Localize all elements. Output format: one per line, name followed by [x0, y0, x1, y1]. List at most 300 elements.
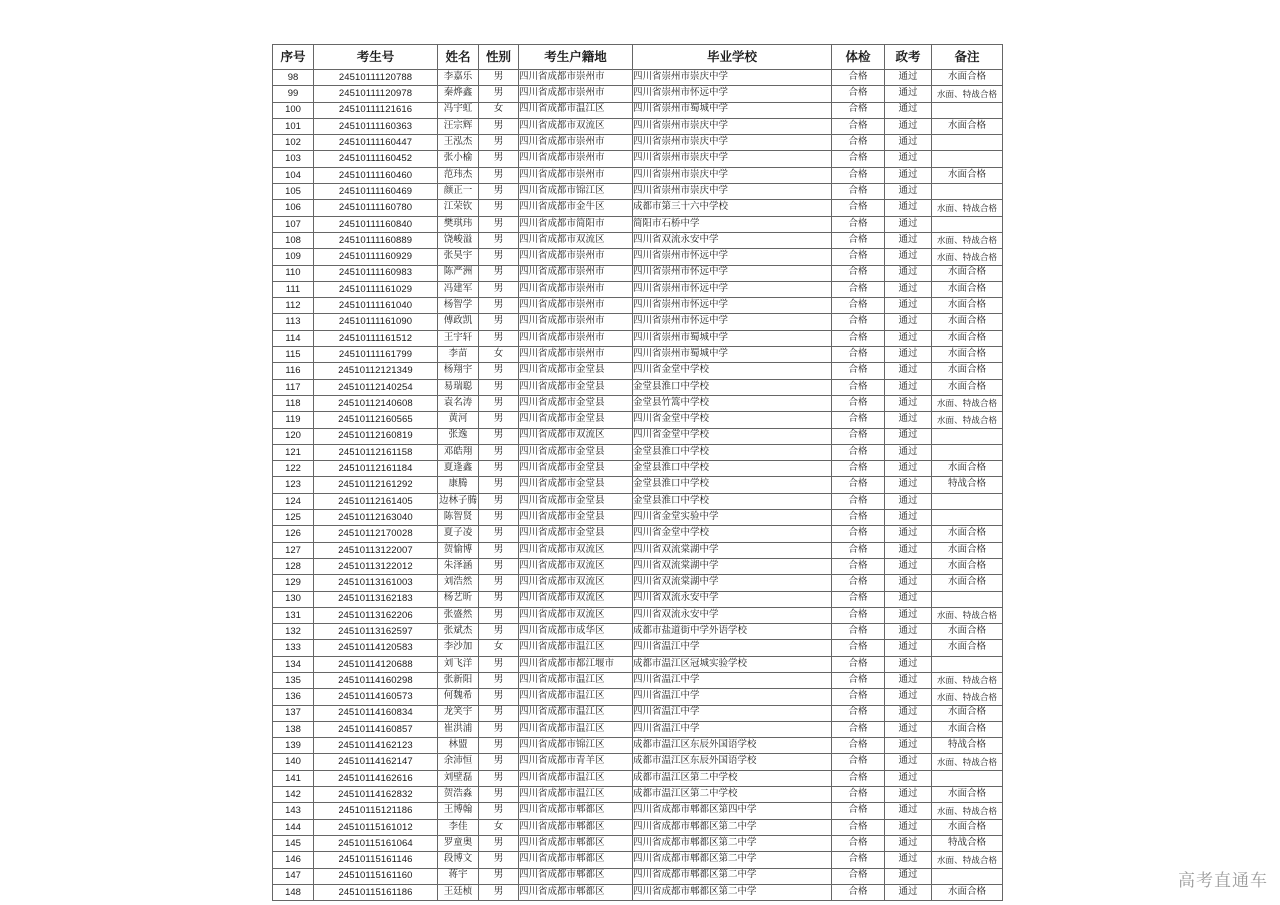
cell-name: 贺浩淼 — [438, 787, 479, 803]
cell-sex: 男 — [479, 281, 519, 297]
cell-name: 陈严洲 — [438, 265, 479, 281]
cell-note: 水面合格 — [932, 526, 1003, 542]
cell-home: 四川省成都市双流区 — [519, 575, 633, 591]
cell-exam: 24510114162147 — [314, 754, 438, 770]
cell-phys: 合格 — [832, 249, 885, 265]
table-body — [273, 70, 1003, 901]
cell-school: 四川省崇州市怀远中学 — [633, 86, 832, 102]
cell-name: 黄河 — [438, 412, 479, 428]
cell-idx: 128 — [273, 558, 314, 574]
cell-school: 四川省崇州市怀远中学 — [633, 298, 832, 314]
cell-pol: 通过 — [885, 672, 932, 688]
cell-sex: 男 — [479, 70, 519, 86]
cell-note: 水面合格 — [932, 787, 1003, 803]
cell-name: 王宇轩 — [438, 330, 479, 346]
cell-name: 李佳 — [438, 819, 479, 835]
table-row — [273, 86, 1003, 102]
cell-pol: 通过 — [885, 868, 932, 884]
cell-phys: 合格 — [832, 232, 885, 248]
cell-note: 水面、特战合格 — [932, 412, 1003, 428]
cell-home: 四川省成都市郫都区 — [519, 803, 633, 819]
cell-sex: 男 — [479, 884, 519, 900]
cell-school: 四川省崇州市蜀城中学 — [633, 330, 832, 346]
table-row — [273, 265, 1003, 281]
cell-phys: 合格 — [832, 575, 885, 591]
cell-sex: 女 — [479, 819, 519, 835]
cell-note: 水面合格 — [932, 167, 1003, 183]
cell-idx: 141 — [273, 770, 314, 786]
cell-pol: 通过 — [885, 510, 932, 526]
cell-idx: 117 — [273, 379, 314, 395]
cell-pol: 通过 — [885, 819, 932, 835]
cell-idx: 98 — [273, 70, 314, 86]
cell-home: 四川省成都市都江堰市 — [519, 656, 633, 672]
cell-exam: 24510112161158 — [314, 444, 438, 460]
cell-note — [932, 770, 1003, 786]
cell-name: 杨智学 — [438, 298, 479, 314]
table-row — [273, 461, 1003, 477]
table-row — [273, 754, 1003, 770]
table-row — [273, 591, 1003, 607]
cell-home: 四川省成都市崇州市 — [519, 298, 633, 314]
cell-note: 特战合格 — [932, 738, 1003, 754]
cell-idx: 103 — [273, 151, 314, 167]
table-row — [273, 428, 1003, 444]
cell-school: 金堂县淮口中学校 — [633, 444, 832, 460]
cell-sex: 男 — [479, 575, 519, 591]
cell-home: 四川省成都市金堂县 — [519, 461, 633, 477]
cell-phys: 合格 — [832, 591, 885, 607]
cell-school: 四川省双流永安中学 — [633, 591, 832, 607]
cell-pol: 通过 — [885, 444, 932, 460]
cell-pol: 通过 — [885, 86, 932, 102]
cell-school: 四川省崇州市崇庆中学 — [633, 118, 832, 134]
table-row — [273, 575, 1003, 591]
cell-name: 范玮杰 — [438, 167, 479, 183]
cell-pol: 通过 — [885, 689, 932, 705]
cell-phys: 合格 — [832, 70, 885, 86]
cell-note: 水面合格 — [932, 281, 1003, 297]
table-row — [273, 151, 1003, 167]
cell-exam: 24510111161799 — [314, 347, 438, 363]
cell-home: 四川省成都市金牛区 — [519, 200, 633, 216]
cell-exam: 24510111161029 — [314, 281, 438, 297]
cell-pol: 通过 — [885, 575, 932, 591]
table-row — [273, 526, 1003, 542]
cell-sex: 男 — [479, 314, 519, 330]
cell-home: 四川省成都市崇州市 — [519, 249, 633, 265]
cell-school: 四川省崇州市蜀城中学 — [633, 102, 832, 118]
cell-name: 易瑞聪 — [438, 379, 479, 395]
cell-idx: 125 — [273, 510, 314, 526]
table-row — [273, 787, 1003, 803]
cell-name: 林盟 — [438, 738, 479, 754]
cell-home: 四川省成都市双流区 — [519, 607, 633, 623]
table-row — [273, 477, 1003, 493]
cell-home: 四川省成都市金堂县 — [519, 526, 633, 542]
cell-sex: 男 — [479, 705, 519, 721]
cell-exam: 24510114120583 — [314, 640, 438, 656]
cell-pol: 通过 — [885, 184, 932, 200]
cell-exam: 24510111161040 — [314, 298, 438, 314]
cell-idx: 99 — [273, 86, 314, 102]
table-row — [273, 819, 1003, 835]
cell-phys: 合格 — [832, 184, 885, 200]
cell-pol: 通过 — [885, 770, 932, 786]
cell-note — [932, 868, 1003, 884]
cell-school: 四川省成都市郫都区第二中学 — [633, 868, 832, 884]
cell-name: 罗童奥 — [438, 835, 479, 851]
cell-school: 成都市温江区东辰外国语学校 — [633, 754, 832, 770]
cell-exam: 24510112160819 — [314, 428, 438, 444]
cell-name: 江荣钦 — [438, 200, 479, 216]
cell-school: 四川省崇州市崇庆中学 — [633, 151, 832, 167]
cell-note: 水面合格 — [932, 884, 1003, 900]
cell-note — [932, 444, 1003, 460]
table-row — [273, 672, 1003, 688]
cell-idx: 110 — [273, 265, 314, 281]
cell-home: 四川省成都市郫都区 — [519, 835, 633, 851]
cell-pol: 通过 — [885, 787, 932, 803]
cell-school: 四川省温江中学 — [633, 705, 832, 721]
cell-sex: 男 — [479, 656, 519, 672]
cell-pol: 通过 — [885, 379, 932, 395]
cell-phys: 合格 — [832, 200, 885, 216]
cell-note — [932, 656, 1003, 672]
cell-exam: 24510111160780 — [314, 200, 438, 216]
cell-home: 四川省成都市郫都区 — [519, 819, 633, 835]
cell-exam: 24510114120688 — [314, 656, 438, 672]
cell-name: 袁名涛 — [438, 395, 479, 411]
cell-home: 四川省成都市崇州市 — [519, 347, 633, 363]
cell-sex: 男 — [479, 591, 519, 607]
cell-name: 夏子凌 — [438, 526, 479, 542]
cell-idx: 120 — [273, 428, 314, 444]
cell-note: 水面、特战合格 — [932, 249, 1003, 265]
cell-school: 金堂县淮口中学校 — [633, 379, 832, 395]
cell-sex: 男 — [479, 754, 519, 770]
cell-idx: 115 — [273, 347, 314, 363]
cell-sex: 男 — [479, 477, 519, 493]
cell-school: 四川省崇州市崇庆中学 — [633, 70, 832, 86]
cell-school: 四川省崇州市蜀城中学 — [633, 347, 832, 363]
table-row — [273, 135, 1003, 151]
table-row — [273, 803, 1003, 819]
cell-home: 四川省成都市崇州市 — [519, 330, 633, 346]
cell-idx: 121 — [273, 444, 314, 460]
cell-exam: 24510113122007 — [314, 542, 438, 558]
cell-phys: 合格 — [832, 738, 885, 754]
cell-sex: 男 — [479, 444, 519, 460]
cell-name: 冯建军 — [438, 281, 479, 297]
cell-idx: 123 — [273, 477, 314, 493]
cell-sex: 男 — [479, 689, 519, 705]
table-row — [273, 232, 1003, 248]
cell-sex: 男 — [479, 118, 519, 134]
cell-exam: 24510112170028 — [314, 526, 438, 542]
cell-idx: 133 — [273, 640, 314, 656]
cell-name: 蒋宇 — [438, 868, 479, 884]
cell-phys: 合格 — [832, 363, 885, 379]
cell-exam: 24510114160834 — [314, 705, 438, 721]
table-row — [273, 395, 1003, 411]
cell-sex: 女 — [479, 640, 519, 656]
cell-phys: 合格 — [832, 379, 885, 395]
cell-exam: 24510111160840 — [314, 216, 438, 232]
cell-pol: 通过 — [885, 542, 932, 558]
cell-sex: 男 — [479, 151, 519, 167]
cell-school: 四川省成都市郫都区第二中学 — [633, 835, 832, 851]
cell-note: 水面合格 — [932, 379, 1003, 395]
cell-pol: 通过 — [885, 118, 932, 134]
table-row — [273, 721, 1003, 737]
cell-sex: 男 — [479, 852, 519, 868]
cell-phys: 合格 — [832, 656, 885, 672]
cell-idx: 131 — [273, 607, 314, 623]
cell-note — [932, 216, 1003, 232]
cell-home: 四川省成都市双流区 — [519, 591, 633, 607]
cell-exam: 24510111121616 — [314, 102, 438, 118]
cell-phys: 合格 — [832, 754, 885, 770]
cell-school: 四川省金堂中学校 — [633, 428, 832, 444]
cell-school: 四川省金堂中学校 — [633, 526, 832, 542]
cell-school: 四川省金堂中学校 — [633, 363, 832, 379]
cell-note: 水面、特战合格 — [932, 232, 1003, 248]
cell-note: 水面合格 — [932, 265, 1003, 281]
cell-pol: 通过 — [885, 493, 932, 509]
table-row — [273, 705, 1003, 721]
cell-idx: 122 — [273, 461, 314, 477]
cell-home: 四川省成都市双流区 — [519, 542, 633, 558]
cell-home: 四川省成都市金堂县 — [519, 444, 633, 460]
column-header-home: 考生户籍地 — [519, 45, 633, 70]
cell-idx: 135 — [273, 672, 314, 688]
cell-pol: 通过 — [885, 232, 932, 248]
cell-note: 水面合格 — [932, 640, 1003, 656]
cell-idx: 113 — [273, 314, 314, 330]
cell-pol: 通过 — [885, 526, 932, 542]
cell-name: 刘飞洋 — [438, 656, 479, 672]
column-header-exam: 考生号 — [314, 45, 438, 70]
cell-school: 四川省崇州市怀远中学 — [633, 314, 832, 330]
cell-idx: 108 — [273, 232, 314, 248]
table-row — [273, 281, 1003, 297]
cell-pol: 通过 — [885, 330, 932, 346]
cell-home: 四川省成都市温江区 — [519, 689, 633, 705]
cell-school: 四川省双流棠湖中学 — [633, 542, 832, 558]
cell-home: 四川省成都市崇州市 — [519, 167, 633, 183]
cell-school: 四川省温江中学 — [633, 689, 832, 705]
cell-phys: 合格 — [832, 428, 885, 444]
cell-name: 崔洪浦 — [438, 721, 479, 737]
cell-school: 金堂县淮口中学校 — [633, 461, 832, 477]
column-header-sex: 性别 — [479, 45, 519, 70]
cell-note: 水面合格 — [932, 558, 1003, 574]
cell-home: 四川省成都市温江区 — [519, 787, 633, 803]
cell-pol: 通过 — [885, 102, 932, 118]
cell-sex: 男 — [479, 803, 519, 819]
cell-exam: 24510112163040 — [314, 510, 438, 526]
cell-sex: 男 — [479, 835, 519, 851]
cell-idx: 130 — [273, 591, 314, 607]
cell-home: 四川省成都市崇州市 — [519, 70, 633, 86]
cell-home: 四川省成都市郫都区 — [519, 852, 633, 868]
cell-exam: 24510111161090 — [314, 314, 438, 330]
cell-exam: 24510115161064 — [314, 835, 438, 851]
cell-name: 朱泽涵 — [438, 558, 479, 574]
cell-idx: 147 — [273, 868, 314, 884]
cell-school: 四川省成都市郫都区第四中学 — [633, 803, 832, 819]
cell-note: 水面合格 — [932, 347, 1003, 363]
cell-sex: 男 — [479, 184, 519, 200]
cell-note: 水面合格 — [932, 542, 1003, 558]
cell-school: 成都市温江区第二中学校 — [633, 787, 832, 803]
cell-exam: 24510111120978 — [314, 86, 438, 102]
cell-sex: 男 — [479, 493, 519, 509]
cell-phys: 合格 — [832, 640, 885, 656]
cell-name: 秦烨鑫 — [438, 86, 479, 102]
cell-sex: 男 — [479, 542, 519, 558]
cell-pol: 通过 — [885, 249, 932, 265]
cell-phys: 合格 — [832, 151, 885, 167]
cell-name: 刘壁磊 — [438, 770, 479, 786]
cell-school: 四川省成都市郫都区第二中学 — [633, 852, 832, 868]
cell-exam: 24510115121186 — [314, 803, 438, 819]
cell-phys: 合格 — [832, 542, 885, 558]
table-row — [273, 607, 1003, 623]
cell-home: 四川省成都市成华区 — [519, 624, 633, 640]
cell-idx: 148 — [273, 884, 314, 900]
cell-home: 四川省成都市崇州市 — [519, 135, 633, 151]
cell-name: 张小榆 — [438, 151, 479, 167]
cell-pol: 通过 — [885, 558, 932, 574]
cell-phys: 合格 — [832, 314, 885, 330]
cell-school: 四川省崇州市崇庆中学 — [633, 135, 832, 151]
cell-phys: 合格 — [832, 167, 885, 183]
table-row — [273, 102, 1003, 118]
cell-exam: 24510114162616 — [314, 770, 438, 786]
cell-note: 水面、特战合格 — [932, 395, 1003, 411]
cell-school: 四川省金堂实验中学 — [633, 510, 832, 526]
cell-exam: 24510112140608 — [314, 395, 438, 411]
cell-exam: 24510114160298 — [314, 672, 438, 688]
cell-sex: 男 — [479, 721, 519, 737]
cell-phys: 合格 — [832, 135, 885, 151]
cell-idx: 146 — [273, 852, 314, 868]
cell-idx: 114 — [273, 330, 314, 346]
cell-school: 四川省温江中学 — [633, 672, 832, 688]
cell-name: 邓皓翔 — [438, 444, 479, 460]
cell-phys: 合格 — [832, 102, 885, 118]
cell-exam: 24510111160469 — [314, 184, 438, 200]
cell-idx: 136 — [273, 689, 314, 705]
cell-phys: 合格 — [832, 624, 885, 640]
cell-idx: 134 — [273, 656, 314, 672]
cell-idx: 145 — [273, 835, 314, 851]
cell-sex: 女 — [479, 347, 519, 363]
cell-school: 四川省成都市郫都区第二中学 — [633, 884, 832, 900]
table-row — [273, 689, 1003, 705]
cell-name: 龙笑宇 — [438, 705, 479, 721]
cell-phys: 合格 — [832, 265, 885, 281]
cell-exam: 24510112161405 — [314, 493, 438, 509]
cell-note: 水面、特战合格 — [932, 689, 1003, 705]
cell-pol: 通过 — [885, 428, 932, 444]
cell-sex: 男 — [479, 249, 519, 265]
cell-sex: 男 — [479, 330, 519, 346]
cell-pol: 通过 — [885, 265, 932, 281]
cell-pol: 通过 — [885, 803, 932, 819]
cell-phys: 合格 — [832, 770, 885, 786]
cell-phys: 合格 — [832, 705, 885, 721]
table-row — [273, 835, 1003, 851]
cell-home: 四川省成都市金堂县 — [519, 363, 633, 379]
cell-school: 四川省成都市郫都区第二中学 — [633, 819, 832, 835]
cell-exam: 24510113162597 — [314, 624, 438, 640]
cell-home: 四川省成都市郫都区 — [519, 884, 633, 900]
cell-idx: 119 — [273, 412, 314, 428]
table-row — [273, 118, 1003, 134]
cell-sex: 男 — [479, 216, 519, 232]
cell-idx: 106 — [273, 200, 314, 216]
cell-idx: 126 — [273, 526, 314, 542]
cell-pol: 通过 — [885, 216, 932, 232]
cell-sex: 男 — [479, 86, 519, 102]
cell-pol: 通过 — [885, 477, 932, 493]
cell-sex: 女 — [479, 102, 519, 118]
cell-pol: 通过 — [885, 347, 932, 363]
cell-name: 樊琪玮 — [438, 216, 479, 232]
column-header-note: 备注 — [932, 45, 1003, 70]
cell-note — [932, 102, 1003, 118]
cell-exam: 24510113162183 — [314, 591, 438, 607]
cell-name: 陈智贤 — [438, 510, 479, 526]
table-row — [273, 249, 1003, 265]
cell-note: 水面、特战合格 — [932, 754, 1003, 770]
cell-sex: 男 — [479, 526, 519, 542]
cell-name: 段博文 — [438, 852, 479, 868]
cell-pol: 通过 — [885, 835, 932, 851]
cell-phys: 合格 — [832, 607, 885, 623]
cell-note: 水面、特战合格 — [932, 803, 1003, 819]
cell-phys: 合格 — [832, 281, 885, 297]
cell-school: 四川省双流永安中学 — [633, 607, 832, 623]
cell-home: 四川省成都市金堂县 — [519, 477, 633, 493]
table-row — [273, 510, 1003, 526]
cell-pol: 通过 — [885, 395, 932, 411]
table-row — [273, 884, 1003, 900]
cell-idx: 132 — [273, 624, 314, 640]
cell-phys: 合格 — [832, 216, 885, 232]
cell-sex: 男 — [479, 558, 519, 574]
cell-phys: 合格 — [832, 558, 885, 574]
cell-note: 特战合格 — [932, 477, 1003, 493]
cell-note: 水面、特战合格 — [932, 86, 1003, 102]
cell-home: 四川省成都市温江区 — [519, 102, 633, 118]
cell-idx: 127 — [273, 542, 314, 558]
cell-name: 李嘉乐 — [438, 70, 479, 86]
cell-phys: 合格 — [832, 444, 885, 460]
cell-name: 余沛恒 — [438, 754, 479, 770]
cell-idx: 111 — [273, 281, 314, 297]
cell-school: 成都市温江区冠城实验学校 — [633, 656, 832, 672]
cell-idx: 105 — [273, 184, 314, 200]
cell-note: 水面合格 — [932, 705, 1003, 721]
cell-note: 水面合格 — [932, 819, 1003, 835]
cell-idx: 107 — [273, 216, 314, 232]
table-row — [273, 216, 1003, 232]
cell-pol: 通过 — [885, 412, 932, 428]
